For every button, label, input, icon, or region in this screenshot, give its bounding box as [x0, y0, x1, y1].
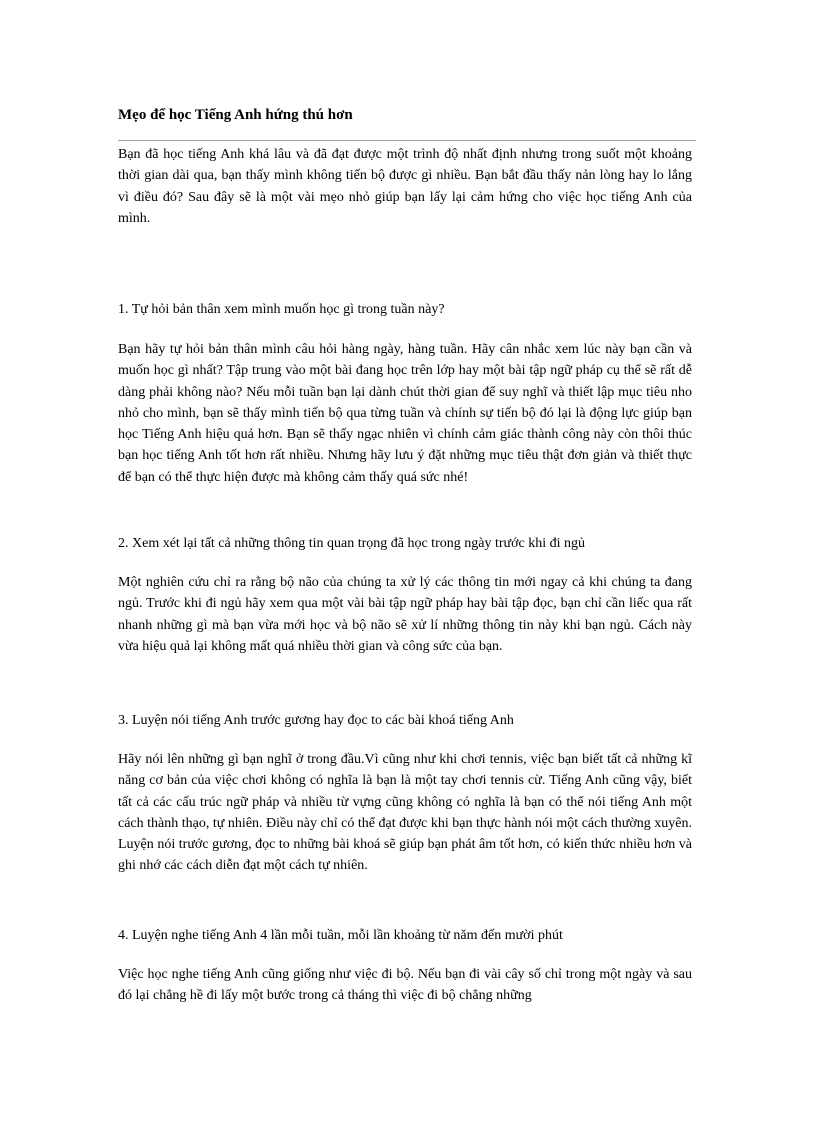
section-heading-1: 1. Tự hỏi bản thân xem mình muốn học gì trong tuần này?: [118, 302, 445, 317]
intro-paragraph: Bạn đã học tiếng Anh khá lâu và đã đạt được một trình độ nhất định nhưng trong suốt một khoảng thời gian dài qua, bạn thấy mình không tiến bộ được gì nhiều. Bạn bắt đầu thấy nản lòng hay lo lắng vì điều đó? Sau đây sẽ là một vài mẹo nhỏ giúp bạn lấy lại cảm hứng cho việc học tiếng Anh của mình.: [118, 147, 692, 226]
title-divider: [118, 140, 696, 141]
section-body-3: Hãy nói lên những gì bạn nghĩ ở trong đầu.Vì cũng như khi chơi tennis, việc bạn biết tất cả những kĩ năng cơ bản của việc chơi không có nghĩa là bạn là một tay chơi tennis cừ. Tiếng Anh cũng vậy, biết tất cả các cấu trúc ngữ pháp và nhiều từ vựng cũng không có nghĩa là bạn có thể nói tiếng Anh một cách thành thạo, tự nhiên. Điều này chỉ có thể đạt được khi bạn thực hành nói một cách thường xuyên. Luyện nói trước gương, đọc to những bài khoá sẽ giúp bạn phát âm tốt hơn, có kiến thức nhiều hơn và ghi nhớ các cách diễn đạt một cách tự nhiên.: [118, 752, 692, 874]
section-heading-2: 2. Xem xét lại tất cả những thông tin quan trọng đã học trong ngày trước khi đi ngủ: [118, 536, 585, 551]
document-title: Mẹo để học Tiếng Anh hứng thú hơn: [118, 107, 353, 123]
section-heading-3: 3. Luyện nói tiếng Anh trước gương hay đọc to các bài khoá tiếng Anh: [118, 713, 514, 728]
section-body-1: Bạn hãy tự hỏi bản thân mình câu hỏi hàng ngày, hàng tuần. Hãy cân nhắc xem lúc này bạn cần và muốn học gì nhất? Tập trung vào một bài đang học trên lớp hay một bài tập ngữ pháp cụ thể sẽ rất dễ dàng phải không nào? Nếu mỗi tuần bạn lại dành chút thời gian để suy nghĩ và thiết lập mục tiêu nho nhỏ cho mình, bạn sẽ thấy mình tiến bộ qua từng tuần và chính sự tiến bộ đó lại là động lực giúp bạn học Tiếng Anh hiệu quả hơn. Bạn sẽ thấy ngạc nhiên vì chính cảm giác thành công này còn thôi thúc bạn học tiếng Anh tốt hơn rất nhiều. Nhưng hãy lưu ý đặt những mục tiêu thật đơn giản và thiết thực để bạn có thể thực hiện được mà không cảm thấy quá sức nhé!: [118, 342, 692, 485]
section-heading-4: 4. Luyện nghe tiếng Anh 4 lần mỗi tuần, mỗi lần khoảng từ năm đến mười phút: [118, 928, 563, 943]
section-body-4: Việc học nghe tiếng Anh cũng giống như việc đi bộ. Nếu bạn đi vài cây số chỉ trong một ngày và sau đó lại chẳng hề đi lấy một bước trong cả tháng thì việc đi bộ chẳng những: [118, 967, 692, 1004]
section-body-2: Một nghiên cứu chỉ ra rằng bộ não của chúng ta xử lý các thông tin mới ngay cả khi chúng ta đang ngủ. Trước khi đi ngủ hãy xem qua một vài bài tập ngữ pháp hay bài tập đọc, bạn chỉ cần liếc qua rất nhanh những gì mà bạn vừa mới học và bộ não sẽ xử lí những thông tin này khi bạn ngủ. Cách này vừa hiệu quả lại không mất quá nhiều thời gian và công sức của bạn.: [118, 575, 692, 654]
